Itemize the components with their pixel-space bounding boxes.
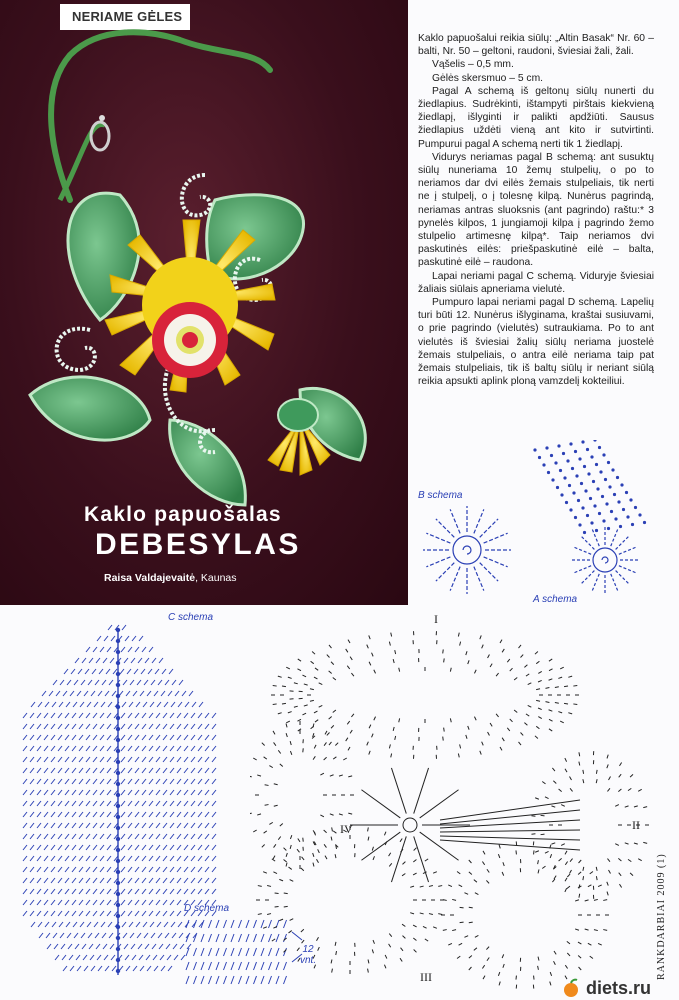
article-paragraph: Vąšelis – 0,5 mm. — [432, 59, 514, 71]
article-paragraph: Vidurys neriamas pagal B schemą: ant susuktų siūlų nuneriama 10 žemų stulpelių, o po to neriamos dar dvi eilės žemais stulpeliais, tik nerti ne į stulpelį, o į tolesnę kilpą. Nunėrus pagrindą, neriamas antras sluoksnis (ant pagrindo) raštu:* 3 pynelės kilpos, 1 jungiamoji kilpa į pagrindo žemo stulpelio artimesnę kilpą*. Taip neriamos dvi paskutinės eilės: priešpaskutinė eilė – balta, paskutinė eilė – raudona. — [418, 151, 654, 269]
article-text — [418, 32, 654, 388]
roman-bottom-label: III — [420, 970, 432, 984]
article-paragraph: Kaklo papuošalui reikia siūlų: „Altin Basak“ Nr. 60 – balti, Nr. 50 – geltoni, raudoni, šviesiai žali, žali. — [418, 33, 654, 58]
author-name: Raisa Valdajevaitė — [104, 572, 196, 584]
schema-d-count-number: 12 — [302, 944, 314, 955]
author-line — [104, 572, 237, 584]
photo-panel — [0, 0, 408, 605]
schema-d-count-unit: vnt. — [300, 955, 317, 966]
watermark — [560, 978, 651, 998]
roman-top-label: I — [434, 612, 438, 626]
title-line-2: DEBESYLAS — [95, 528, 301, 561]
roman-left-label: IV — [340, 822, 353, 836]
schema-d-label: D schema — [184, 903, 230, 914]
title-line-1: Kaklo papuošalas — [84, 503, 282, 526]
watermark-text: diets.ru — [586, 977, 652, 998]
schema-c-label: C schema — [168, 612, 214, 623]
magazine-footer: RANKDARBIAI 2009 (1) — [656, 853, 667, 980]
schema-a-label: A schema — [533, 594, 578, 605]
article-paragraph: Pumpuro lapai neriami pagal D schemą. Lapelių turi būti 12. Nunėrus išlyginama, kraštai susiuvami, o prie pagrindo (vielutės) sutraukiama. Po to ant vielutės iš šviesiai žalių siūlų neriama juostelė žemais stulpeliais, o antra eilė neriama taip pat žemais stulpeliais, tik iš baltų siūlų ir neriant siūlą reikia apsukti aplink ploną vamzdelį kokteiliui. — [418, 297, 654, 388]
roman-right-label: II — [632, 818, 640, 832]
article-paragraph: Pagal A schemą iš geltonų siūlų nunerti du žiedlapius. Sudrėkinti, ištampyti pirštais kiekvieną žiedlapį, išlyginti ir palikti apdžiūti. Sausus žiedlapius uždėti vieną ant kito ir sutvirtinti. Pumpurui pagal A schemą nerti tik 1 žiedlapį. — [418, 85, 654, 150]
article-paragraph: Gėlės skersmuo – 5 cm. — [432, 72, 544, 84]
section-rubric: NERIAME GĖLES — [60, 4, 190, 30]
author-city: , Kaunas — [195, 572, 237, 584]
article-paragraph: Lapai neriami pagal C schemą. Viduryje šviesiai žaliais siūlais apneriama vielutė. — [418, 270, 654, 295]
schema-b-label: B schema — [418, 490, 463, 501]
apple-icon — [560, 978, 582, 998]
schema-b-diagram — [415, 500, 525, 600]
schema-a-large-diagram — [250, 620, 650, 995]
schema-a-diagram — [520, 440, 670, 600]
